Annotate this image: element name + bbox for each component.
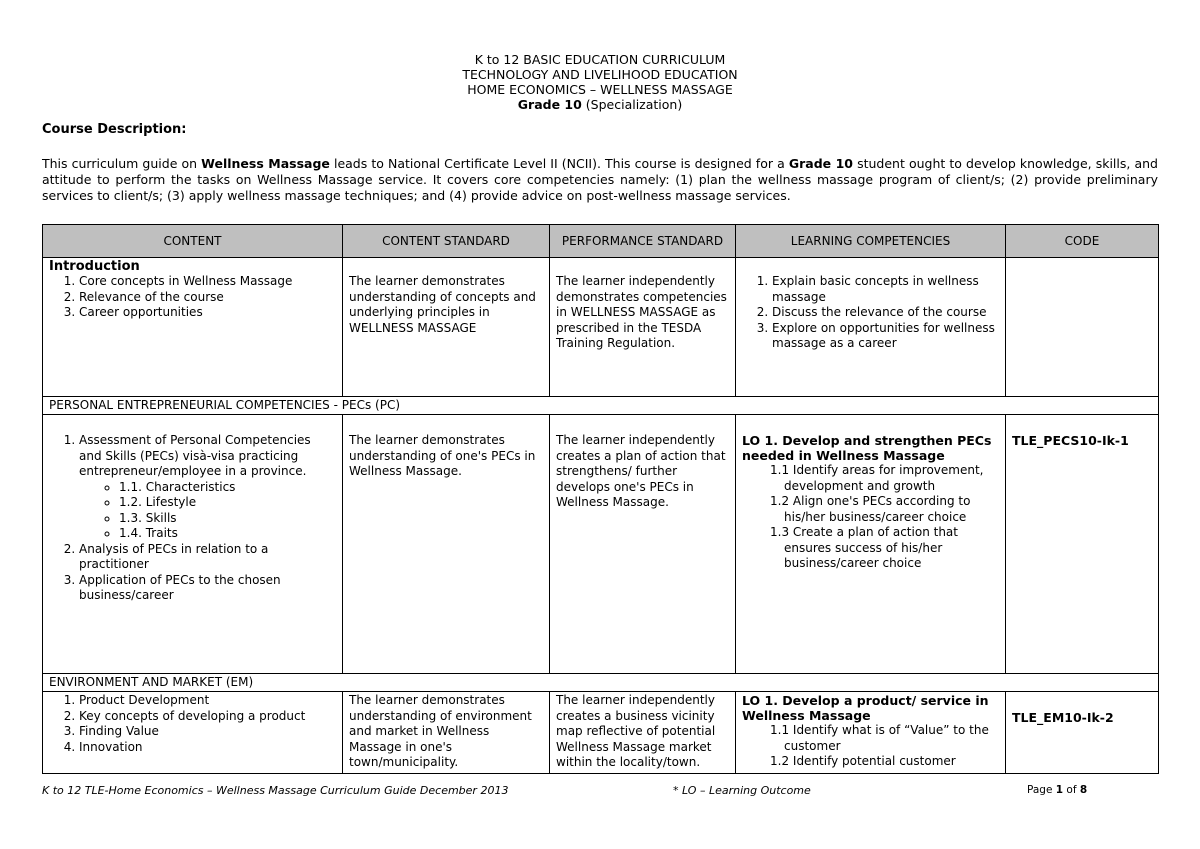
list-item: ◦ 1.3. Skills xyxy=(119,511,336,527)
desc-part-2: leads to National Certificate Level II (NCII). This course is designed for a xyxy=(329,156,789,171)
em-lo-list xyxy=(742,723,999,770)
pec-content-1: Assessment of Personal Competencies and Skills (PECs) visà-visa practicing entrepreneur/employee in a province. xyxy=(79,433,311,478)
pec-content-standard: The learner demonstrates understanding of one's PECs in Wellness Massage. xyxy=(343,415,550,674)
list-item: ◦ 1.1. Characteristics xyxy=(119,480,336,496)
pec-content-list xyxy=(49,433,336,604)
document-header xyxy=(0,52,1200,112)
intro-content-list xyxy=(49,274,336,321)
header-code: CODE xyxy=(1006,225,1159,258)
list-item xyxy=(79,433,336,542)
page-prefix: Page xyxy=(1027,784,1056,796)
section-title-em: ENVIRONMENT AND MARKET (EM) xyxy=(43,674,1159,692)
list-item: 2. Discuss the relevance of the course xyxy=(772,305,999,321)
em-performance-standard: The learner independently creates a business vicinity map reflective of potential Wellness Massage market within the locality/town. xyxy=(550,692,736,774)
footer-left: K to 12 TLE-Home Economics – Wellness Massage Curriculum Guide December 2013 xyxy=(42,784,509,797)
header-line-1: K to 12 BASIC EDUCATION CURRICULUM xyxy=(474,52,726,67)
em-content-standard: The learner demonstrates understanding of environment and market in Wellness Massage in one's town/municipality. xyxy=(343,692,550,774)
list-item: 1.2 Align one's PECs according to his/her business/career choice xyxy=(770,494,971,524)
intro-code xyxy=(1006,258,1159,397)
grade-note: (Specialization) xyxy=(585,97,683,112)
section-title-pec: PERSONAL ENTREPRENEURIAL COMPETENCIES - PECs (PC) xyxy=(43,397,1159,415)
section-row-em xyxy=(43,674,1159,692)
list-item: ◦ 1.4. Traits xyxy=(119,526,336,542)
table-header-row xyxy=(43,225,1159,258)
pec-content-cell xyxy=(43,415,343,674)
pec-lo-list xyxy=(742,463,999,572)
table-row-em xyxy=(43,692,1159,774)
page-total: 8 xyxy=(1079,784,1088,796)
desc-part-1: This curriculum guide on xyxy=(42,156,202,171)
desc-part-3: student ought to develop knowledge, skills, and attitude to perform the tasks on Wellness Massage service. It covers core competencies namely: (1) plan the wellness massage program of client/s; (2) provide preliminary services to client/s; (3) apply wellness massage techniques; and (4) provide advice on post-wellness massage services. xyxy=(42,156,1158,203)
list-item: 1.1 Identify what is of “Value” to the customer xyxy=(770,723,989,753)
header-performance-standard: PERFORMANCE STANDARD xyxy=(550,225,736,258)
list-item: 1.3 Create a plan of action that ensures success of his/her business/career choice xyxy=(770,525,958,570)
header-grade xyxy=(0,97,1200,112)
em-content-cell xyxy=(43,692,343,774)
pec-code-cell xyxy=(1006,415,1159,674)
list-item: 1.2 Identify potential customer xyxy=(770,754,956,768)
list-item: 2. Analysis of PECs in relation to a practitioner xyxy=(79,542,336,573)
intro-content-standard: The learner demonstrates understanding of concepts and underlying principles in WELLNESS MASSAGE xyxy=(343,258,550,397)
course-description-label: Course Description: xyxy=(42,122,187,137)
pec-lo-title: LO 1. Develop and strengthen PECs needed in Wellness Massage xyxy=(742,433,992,463)
list-item: 4. Innovation xyxy=(79,740,336,756)
header-content: CONTENT xyxy=(43,225,343,258)
pec-competencies-cell xyxy=(736,415,1006,674)
list-item: 3. Career opportunities xyxy=(79,305,336,321)
intro-content-cell xyxy=(43,258,343,397)
desc-bold-1: Wellness Massage xyxy=(201,156,330,171)
intro-competencies-cell xyxy=(736,258,1006,397)
pec-code: TLE_PECS10-Ik-1 xyxy=(1012,433,1129,448)
header-line-3: HOME ECONOMICS – WELLNESS MASSAGE xyxy=(467,82,733,97)
header-line-2: TECHNOLOGY AND LIVELIHOOD EDUCATION xyxy=(462,67,738,82)
intro-performance-standard: The learner independently demonstrates competencies in WELLNESS MASSAGE as prescribed in the TESDA Training Regulation. xyxy=(550,258,736,397)
header-learning-competencies: LEARNING COMPETENCIES xyxy=(736,225,1006,258)
section-row-pec xyxy=(43,397,1159,415)
em-competencies-cell xyxy=(736,692,1006,774)
header-content-standard: CONTENT STANDARD xyxy=(343,225,550,258)
em-code: TLE_EM10-Ik-2 xyxy=(1012,710,1114,725)
list-item: 1. Explain basic concepts in wellness massage xyxy=(772,274,999,305)
list-item: 3. Finding Value xyxy=(79,724,336,740)
list-item: 3. Application of PECs to the chosen business/career xyxy=(79,573,336,604)
list-item: 1. Core concepts in Wellness Massage xyxy=(79,274,336,290)
list-item: 2. Relevance of the course xyxy=(79,290,336,306)
pec-performance-standard: The learner independently creates a plan of action that strengthens/ further develops one's PECs in Wellness Massage. xyxy=(550,415,736,674)
course-description-text xyxy=(42,156,1158,204)
grade-label: Grade 10 xyxy=(517,97,582,112)
em-content-list xyxy=(49,693,336,755)
page-of: of xyxy=(1063,784,1080,796)
intro-competencies-list xyxy=(742,274,999,352)
page-number xyxy=(1027,784,1087,796)
table-row-introduction xyxy=(43,258,1159,397)
footer-center: * LO – Learning Outcome xyxy=(673,784,811,797)
page-num: 1 xyxy=(1055,784,1064,796)
list-item: 3. Explore on opportunities for wellness massage as a career xyxy=(772,321,999,352)
pec-sub-list xyxy=(79,480,336,542)
list-item: 1.1 Identify areas for improvement, development and growth xyxy=(770,463,984,493)
intro-title: Introduction xyxy=(49,259,140,274)
list-item: 1. Product Development xyxy=(79,693,336,709)
curriculum-table xyxy=(42,224,1159,774)
list-item: 2. Key concepts of developing a product xyxy=(79,709,336,725)
em-code-cell xyxy=(1006,692,1159,774)
desc-bold-2: Grade 10 xyxy=(788,156,853,171)
list-item: ◦ 1.2. Lifestyle xyxy=(119,495,336,511)
em-lo-title: LO 1. Develop a product/ service in Wellness Massage xyxy=(742,693,989,723)
table-row-pec xyxy=(43,415,1159,674)
